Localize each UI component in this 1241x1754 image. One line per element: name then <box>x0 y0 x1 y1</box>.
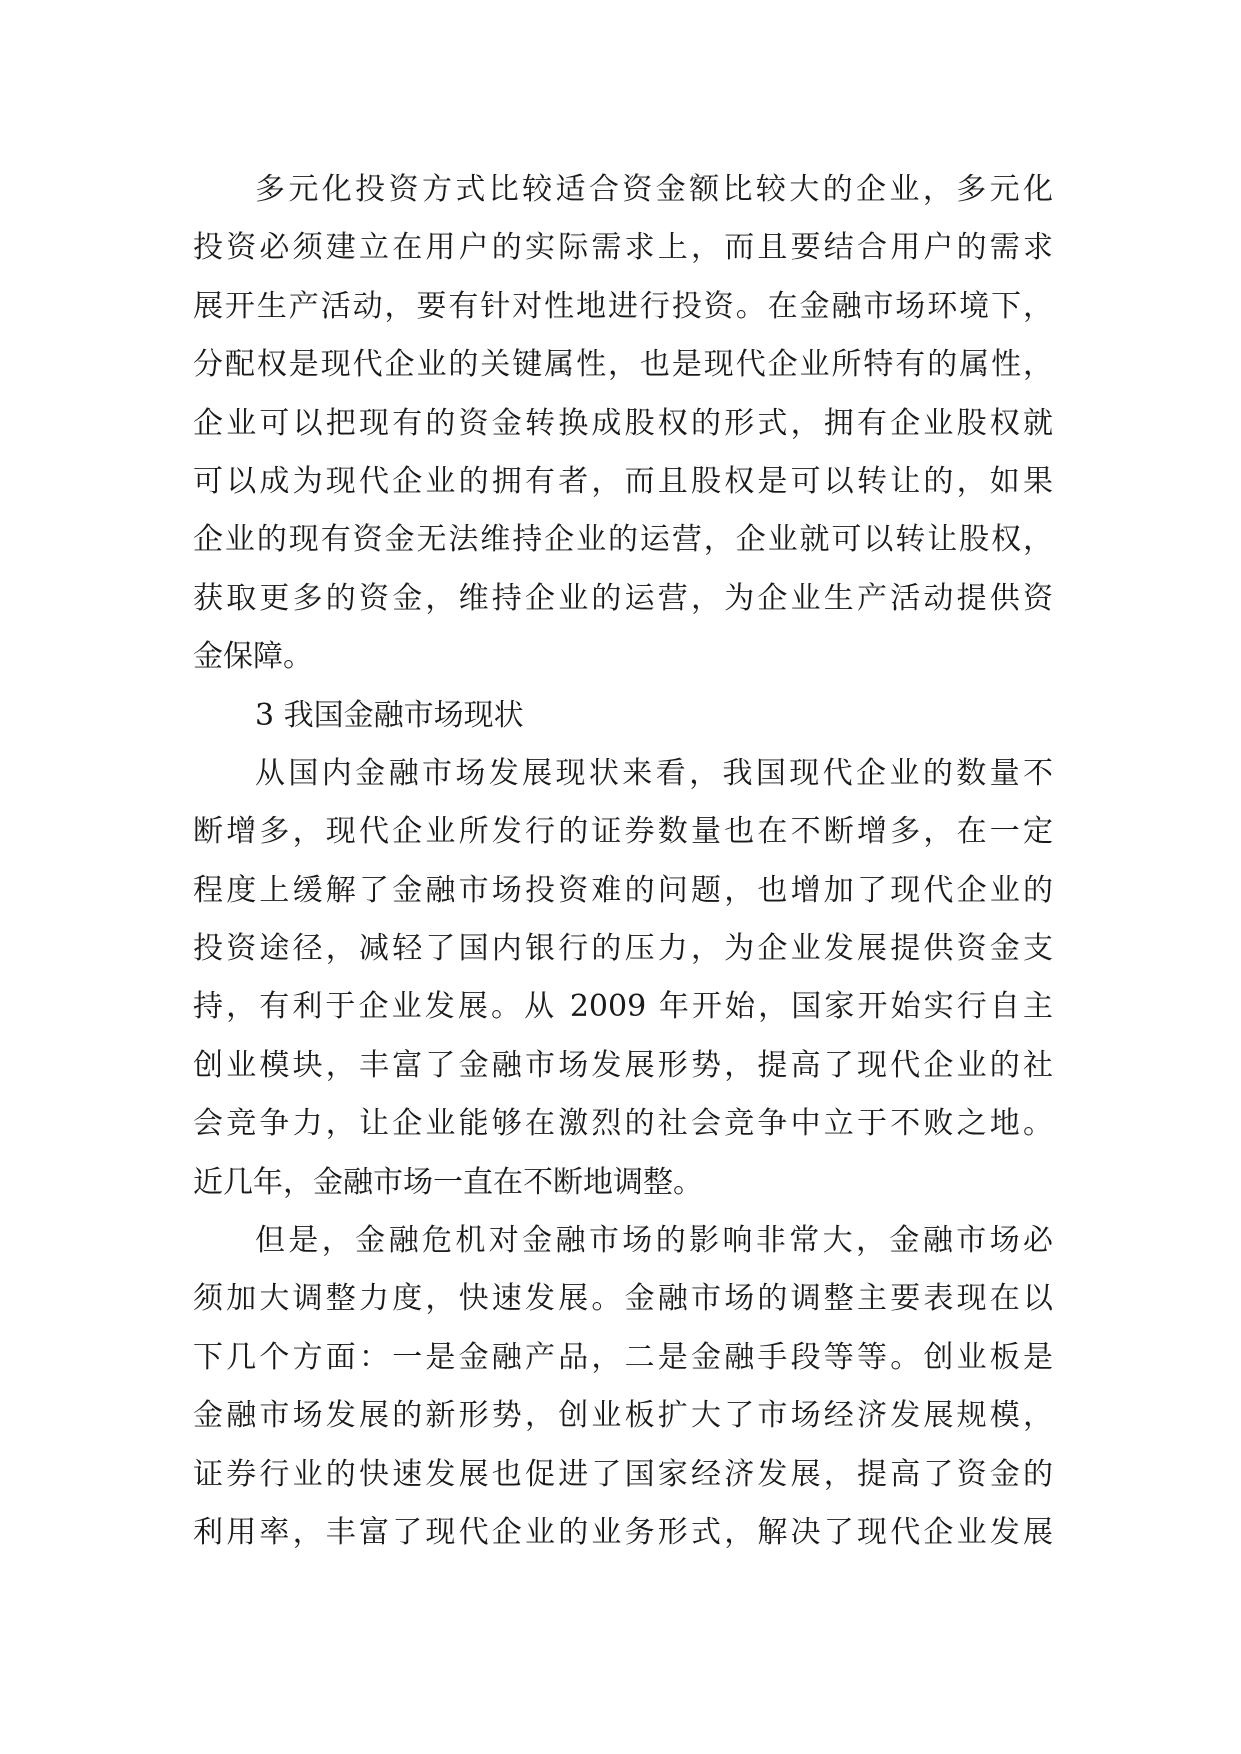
text-line: 金融市场发展的新形势，创业板扩大了市场经济发展规模， <box>193 1398 1053 1434</box>
text-line: 证券行业的快速发展也促进了国家经济发展，提高了资金的 <box>193 1456 1053 1492</box>
body-text <box>193 161 1053 1562</box>
text-line: 多元化投资方式比较适合资金额比较大的企业，多元化 <box>255 172 1053 207</box>
text-line: 金保障。 <box>193 639 313 675</box>
text-line: 程度上缓解了金融市场投资难的问题，也增加了现代企业的 <box>193 872 1053 908</box>
text-line: 断增多，现代企业所发行的证券数量也在不断增多，在一定 <box>193 814 1053 850</box>
text-line: 近几年，金融市场一直在不断地调整。 <box>193 1164 703 1200</box>
text-line: 企业可以把现有的资金转换成股权的形式，拥有企业股权就 <box>193 405 1053 441</box>
section-heading: 3 我国金融市场现状 <box>255 697 524 733</box>
text-line: 但是，金融危机对金融市场的影响非常大，金融市场必 <box>255 1223 1053 1259</box>
text-line: 企业的现有资金无法维持企业的运营，企业就可以转让股权， <box>193 522 1053 558</box>
text-line: 获取更多的资金，维持企业的运营，为企业生产活动提供资 <box>193 580 1053 616</box>
text-line: 可以成为现代企业的拥有者，而且股权是可以转让的，如果 <box>193 463 1053 499</box>
text-line: 创业模块，丰富了金融市场发展形势，提高了现代企业的社 <box>193 1047 1053 1083</box>
text-line: 利用率，丰富了现代企业的业务形式，解决了现代企业发展 <box>193 1514 1053 1550</box>
text-line: 须加大调整力度，快速发展。金融市场的调整主要表现在以 <box>193 1281 1053 1317</box>
text-line: 持，有利于企业发展。从 2009 年开始，国家开始实行自主 <box>193 989 1053 1025</box>
text-line: 下几个方面：一是金融产品，二是金融手段等等。创业板是 <box>193 1339 1053 1375</box>
text-line: 投资必须建立在用户的实际需求上，而且要结合用户的需求 <box>193 230 1053 266</box>
text-line: 会竞争力，让企业能够在激烈的社会竞争中立于不败之地。 <box>193 1106 1053 1142</box>
text-line: 分配权是现代企业的关键属性，也是现代企业所特有的属性， <box>193 347 1053 383</box>
text-line: 投资途径，减轻了国内银行的压力，为企业发展提供资金支 <box>193 931 1053 967</box>
text-line: 从国内金融市场发展现状来看，我国现代企业的数量不 <box>255 755 1053 791</box>
text-line: 展开生产活动，要有针对性地进行投资。在金融市场环境下， <box>193 288 1053 324</box>
